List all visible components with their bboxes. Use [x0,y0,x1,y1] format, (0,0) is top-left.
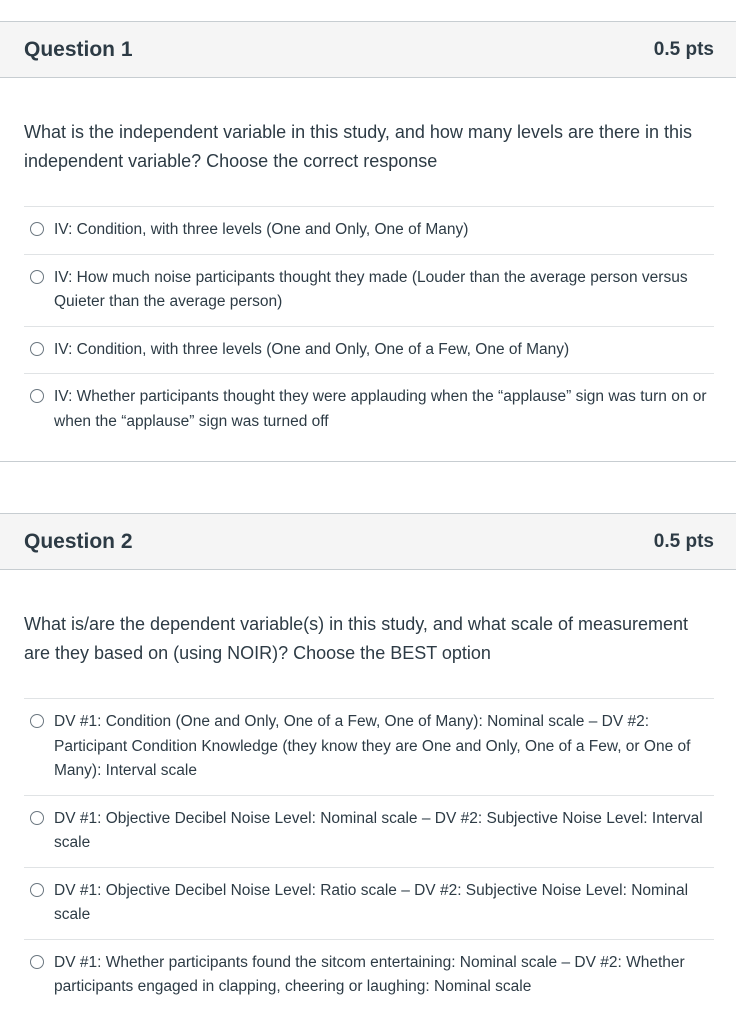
question-card [0,513,736,1024]
radio-button[interactable] [30,270,44,284]
answer-option[interactable] [24,698,714,795]
question-points: 0.5 pts [653,38,714,60]
radio-button[interactable] [30,342,44,356]
radio-button[interactable] [30,811,44,825]
question-header [0,514,736,570]
answer-label: IV: Condition, with three levels (One and Only, One of Many) [54,221,469,238]
answer-label: DV #1: Condition (One and Only, One of a Few, One of Many): Nominal scale – DV #2: Participant Condition Knowledge (they know they are One and Only, One of a Few, or One of Many): Interval scale [54,713,691,779]
radio-button[interactable] [30,222,44,236]
answer-label: IV: Condition, with three levels (One and Only, One of a Few, One of Many) [54,340,570,358]
answer-option[interactable] [24,206,714,254]
answer-label: DV #1: Objective Decibel Noise Level: Ratio scale – DV #2: Subjective Noise Level: Nominal scale [54,881,689,923]
answer-label: DV #1: Whether participants found the sitcom entertaining: Nominal scale – DV #2: Whether participants engaged in clapping, cheering or laughing: Nominal scale [54,953,685,995]
answer-list [24,698,714,1011]
answer-option[interactable] [24,254,714,326]
answer-label: IV: How much noise participants thought they made (Louder than the average person versus Quieter than the average person) [54,268,688,310]
question-text: What is the independent variable in this study, and how many levels are there in this independent variable? Choose the correct response [24,122,693,171]
answer-label: IV: Whether participants thought they were applauding when the “applause” sign was turn on or when the “applause” sign was turned off [54,388,707,430]
answer-option[interactable] [24,326,714,374]
radio-button[interactable] [30,714,44,728]
question-title: Question 2 [24,529,133,553]
radio-button[interactable] [30,389,44,403]
answer-option[interactable] [24,867,714,939]
radio-button[interactable] [30,955,44,969]
answer-option[interactable] [24,795,714,867]
radio-button[interactable] [30,883,44,897]
question-title: Question 1 [24,37,133,61]
question-header [0,22,736,78]
answer-option[interactable] [24,939,714,1011]
question-1 [0,21,736,462]
question-card [0,21,736,462]
question-2 [0,513,736,1024]
answer-label: DV #1: Objective Decibel Noise Level: Nominal scale – DV #2: Subjective Noise Level: Interval scale [54,809,703,851]
answer-list [24,206,714,445]
question-text: What is/are the dependent variable(s) in this study, and what scale of measurement are they based on (using NOIR)? Choose the BEST option [24,614,689,663]
question-points: 0.5 pts [653,530,714,552]
answer-option[interactable] [24,373,714,445]
